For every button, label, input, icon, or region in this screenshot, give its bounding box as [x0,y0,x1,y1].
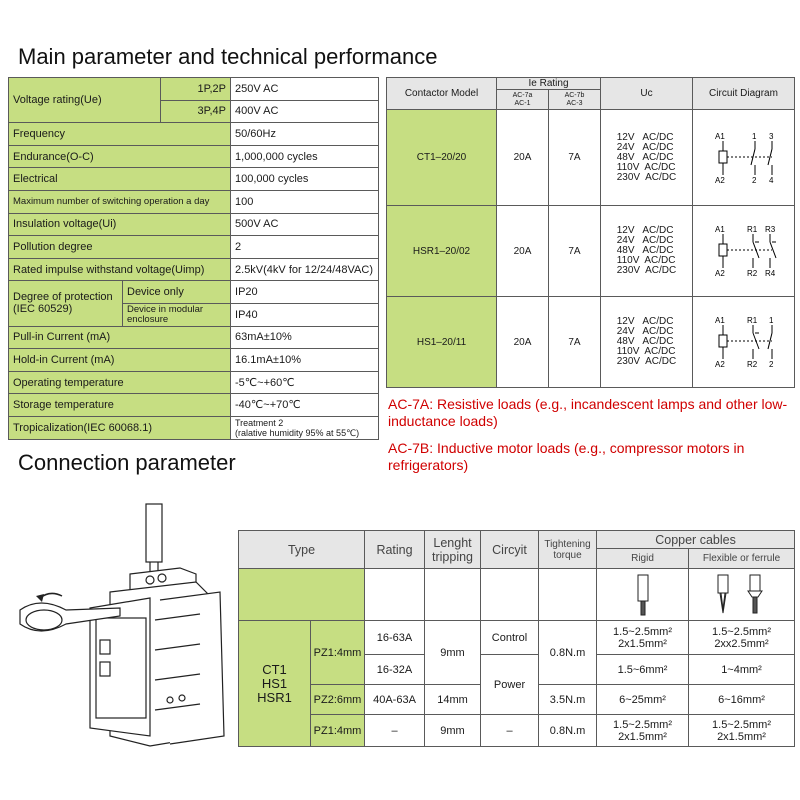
uc-values [601,206,693,297]
note-ac7b: AC-7B: Inductive motor loads (e.g., compressor motors in refrigerators) [388,440,745,473]
flex-value [689,715,795,747]
param-value: -5℃~+60℃ [231,371,379,394]
header-torque: Tightening torque [539,531,597,569]
param-value: -40℃~+70℃ [231,394,379,417]
param-label: Tropicalization(IEC 60068.1) [9,416,231,439]
param-value: 500V AC [231,213,379,236]
rating-ac7b: 7A [549,206,601,297]
model-name: HS1–20/11 [387,297,497,388]
param-value: 1,000,000 cycles [231,145,379,168]
rating-ac7a: 20A [497,297,549,388]
ac3-label: AC-3 [566,99,583,107]
model-hsr1: HSR1 [257,689,292,705]
uc-line: 12V AC/DC [616,131,674,143]
rigid-line: 2x1.5mm² [618,637,667,650]
circuit-diagram [693,110,795,206]
header-rigid: Rigid [597,549,689,569]
screwdriver-shaft [146,504,162,562]
contactor-row [387,110,795,206]
terminal-label: A1 [714,131,725,141]
terminal-label: 3 [768,131,773,141]
header-flexible: Flexible or ferrule [689,549,795,569]
ac7b-label: AC-7b [564,91,585,99]
torque-value: 3.5N.m [539,685,597,715]
empty-cell [481,569,539,621]
main-title: Main parameter and technical performance [18,44,438,69]
circuit-value: Power [481,655,539,715]
pole-label: 1P,2P [161,78,231,101]
header-uc: Uc [601,78,693,110]
param-label: Electrical [9,168,231,191]
uc-line: 48V AC/DC [616,336,674,347]
flex-value [689,621,795,655]
pole-label: 3P,4P [161,100,231,123]
pz-size: PZ1:4mm [311,621,365,685]
flex-line: 1.5~2.5mm² [712,718,772,731]
circuit-value: Control [481,621,539,655]
model-ct1: CT1 [262,661,287,677]
rigid-cable-icon-cell [597,569,689,621]
protection-label: Degree of protection (IEC 60529) [9,281,123,326]
terminal-label: A1 [714,316,725,325]
terminal-label: 1 [751,131,756,141]
param-label: Endurance(O-C) [9,145,231,168]
param-label: Storage temperature [9,394,231,417]
terminal-label: 2 [751,175,756,185]
header-model: Contactor Model [387,78,497,110]
empty-cell [539,569,597,621]
param-value: 100,000 cycles [231,168,379,191]
length-value: 9mm [425,621,481,685]
param-value: 2.5kV(4kV for 12/24/48VAC) [231,258,379,281]
flex-line: 2xx2.5mm² [714,637,769,650]
pz-size: PZ2:6mm [311,685,365,715]
uc-line: 110V AC/DC [616,346,676,357]
param-label: Frequency [9,123,231,146]
circuit-diagram [693,297,795,388]
terminal-label: R1 [746,316,757,325]
circuit-nc-nc-diagram [709,222,779,280]
uc-values [601,110,693,206]
param-label: Pull-in Current (mA) [9,326,231,349]
protection-value: IP40 [231,303,379,326]
param-label: Rated impulse withstand voltage(Uimp) [9,258,231,281]
flex-value: 1~4mm² [689,655,795,685]
uc-line: 230V AC/DC [616,265,677,276]
uc-line: 110V AC/DC [616,255,676,266]
rating-value: 16-63A [365,621,425,655]
rigid-line: 1.5~2.5mm² [613,625,673,638]
param-value: 16.1mA±10% [231,349,379,372]
protection-sub: Device in modular enclosure [123,303,231,326]
param-value [231,416,379,439]
rating-value: 16-32A [365,655,425,685]
tropic-value-2: (ralative humidity 95% at 55℃) [235,427,360,438]
uc-line: 24V AC/DC [616,235,674,246]
length-value: 14mm [425,685,481,715]
rating-ac7b: 7A [549,297,601,388]
rating-ac7b: 7A [549,110,601,206]
contactor-table [386,77,795,388]
header-ac7a [497,90,549,110]
rigid-line: 2x1.5mm² [618,730,667,743]
length-value: 9mm [425,715,481,747]
flex-line: 2x1.5mm² [717,730,766,743]
header-ac7b [549,90,601,110]
uc-line: 110V AC/DC [616,161,676,173]
note-ac7a: AC-7A: Resistive loads (e.g., incandescent lamps and other low-inductance loads) [388,396,788,429]
circuit-value: – [481,715,539,747]
uc-line: 12V AC/DC [616,225,674,236]
uc-line: 48V AC/DC [616,151,674,163]
circuit-diagram [693,206,795,297]
model-name: CT1–20/20 [387,110,497,206]
torque-value: 0.8N.m [539,715,597,747]
terminal-label: A2 [714,360,725,369]
rigid-value: 6~25mm² [597,685,689,715]
ac1-label: AC-1 [514,99,531,107]
rigid-value [597,621,689,655]
rigid-cable-icon [628,573,658,617]
param-value: 2 [231,236,379,259]
flex-value: 6~16mm² [689,685,795,715]
header-circuit: Circuit Diagram [693,78,795,110]
uc-line: 24V AC/DC [616,141,674,153]
param-value: 50/60Hz [231,123,379,146]
flex-line: 1.5~2.5mm² [712,625,772,638]
param-label: Insulation voltage(Ui) [9,213,231,236]
tropic-value-1: Treatment 2 [235,417,284,428]
terminal-label: R2 [746,360,757,369]
terminal-label: A1 [714,225,725,234]
connection-title: Connection parameter [18,450,236,475]
param-label: Hold-in Current (mA) [9,349,231,372]
uc-values [601,297,693,388]
circuit-no-no-diagram [709,129,779,187]
rating-ac7a: 20A [497,206,549,297]
protection-sub: Device only [123,281,231,304]
param-label: Maximum number of switching operation a day [9,190,231,213]
uc-line: 24V AC/DC [616,326,674,337]
param-label: Pollution degree [9,236,231,259]
parameter-table [8,77,379,440]
pz-size: PZ1:4mm [311,715,365,747]
uc-line: 230V AC/DC [616,171,677,183]
protection-value: IP20 [231,281,379,304]
rigid-line: 1.5~2.5mm² [613,718,673,731]
rating-value: – [365,715,425,747]
uc-line: 230V AC/DC [616,356,677,367]
contactor-row [387,206,795,297]
terminal-label: R2 [746,269,757,278]
model-name: HSR1–20/02 [387,206,497,297]
contactor-illustration [0,500,230,750]
voltage-value: 400V AC [231,100,379,123]
terminal-label: 2 [768,360,773,369]
terminal-label: R3 [764,225,775,234]
header-circuit: Circyit [481,531,539,569]
rating-value: 40A-63A [365,685,425,715]
connection-table [238,530,795,747]
rating-ac7a: 20A [497,110,549,206]
header-length: Lenght tripping [425,531,481,569]
voltage-label: Voltage rating(Ue) [9,78,161,123]
torque-value: 0.8N.m [539,621,597,685]
ac7a-label: AC-7a [512,91,533,99]
header-copper: Copper cables [597,531,795,549]
empty-cell [365,569,425,621]
flexible-cable-icon [712,573,772,617]
header-type: Type [239,531,365,569]
param-value: 63mA±10% [231,326,379,349]
empty-cell [425,569,481,621]
terminal-label: 4 [768,175,773,185]
contactor-row [387,297,795,388]
flex-cable-icon-cell [689,569,795,621]
rigid-value: 1.5~6mm² [597,655,689,685]
terminal-label: R4 [764,269,775,278]
header-rating: Rating [365,531,425,569]
terminal-label: A2 [714,175,725,185]
terminal-label: 1 [768,316,773,325]
circuit-nc-no-diagram [709,313,779,371]
model-hs1: HS1 [261,675,288,691]
header-ie-rating: Ie Rating [497,78,601,90]
terminal-label: R1 [746,225,757,234]
terminal-label: A2 [714,269,725,278]
param-label: Operating temperature [9,371,231,394]
rigid-value [597,715,689,747]
empty-green [239,569,365,621]
uc-line: 12V AC/DC [616,316,674,327]
param-value: 100 [231,190,379,213]
voltage-value: 250V AC [231,78,379,101]
model-list [239,621,311,747]
uc-line: 48V AC/DC [616,245,674,256]
